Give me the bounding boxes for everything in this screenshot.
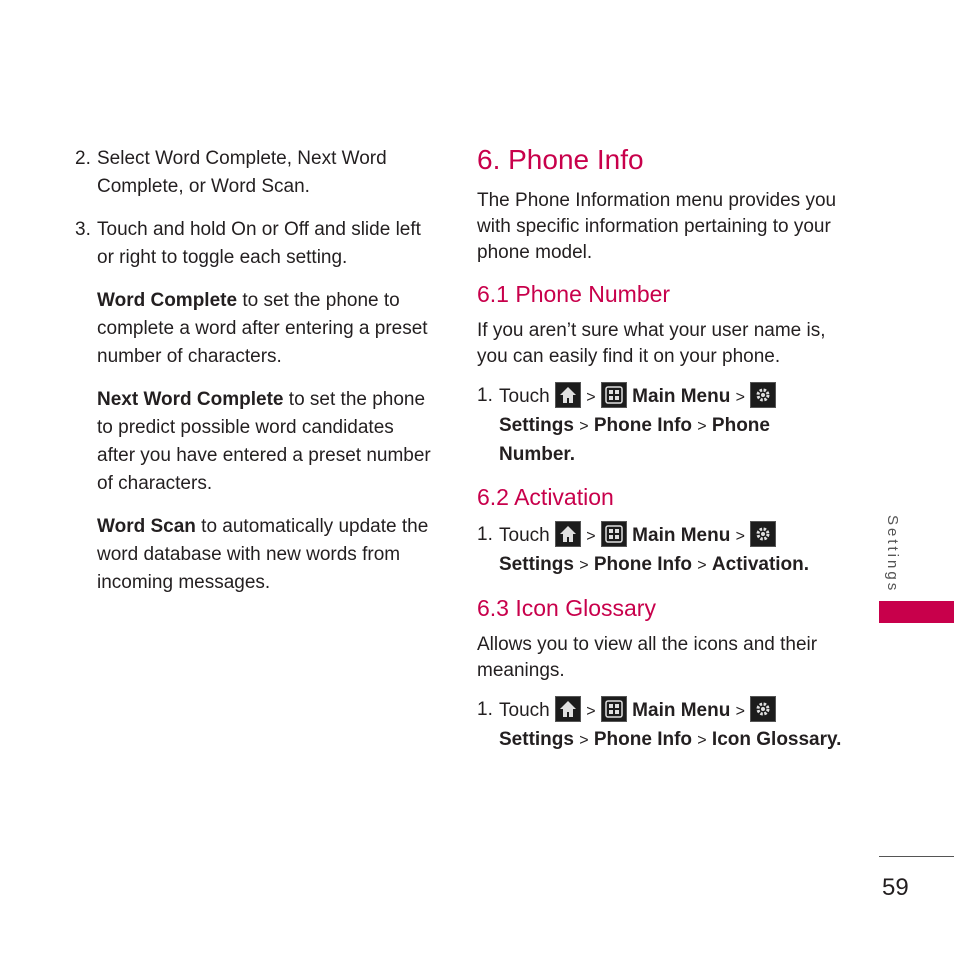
- settings-label: Settings: [499, 554, 574, 575]
- step-number: 2.: [75, 148, 91, 169]
- step-3: [75, 216, 435, 272]
- home-icon: [555, 382, 581, 408]
- phone-number-path: [477, 382, 842, 469]
- settings-label: Settings: [499, 415, 574, 436]
- separator: >: [697, 732, 707, 749]
- intro-text: The Phone Information menu provides you with specific information pertaining to your phone model.: [477, 190, 837, 263]
- description: to set the phone to predict possible word candidates after you have entered a preset number of characters.: [97, 389, 431, 494]
- phone-info-label: Phone Info: [593, 729, 693, 750]
- target-label: Activation.: [711, 554, 810, 575]
- main-menu-label: Main Menu: [632, 525, 731, 546]
- term: Next Word Complete: [97, 389, 284, 410]
- description: to set the phone to complete a word after entering a preset number of characters.: [97, 290, 428, 367]
- page-number: 59: [882, 874, 909, 901]
- settings-label: Settings: [499, 729, 574, 750]
- separator: >: [697, 418, 707, 435]
- subsection-heading-icon-glossary: 6.3 Icon Glossary: [477, 595, 656, 621]
- separator: >: [586, 528, 596, 545]
- subsection-heading-phone-number: 6.1 Phone Number: [477, 281, 671, 307]
- home-icon: [555, 696, 581, 722]
- separator: >: [697, 557, 707, 574]
- footer-divider: [879, 856, 954, 857]
- main-menu-icon: [601, 521, 627, 547]
- term: Word Complete: [97, 290, 238, 311]
- icon-glossary-path: [477, 696, 842, 755]
- phone-number-text: If you aren’t sure what your user name is, you can easily find it on your phone.: [477, 320, 826, 367]
- separator: >: [735, 703, 745, 720]
- sidebar-section-label: Settings: [884, 515, 901, 594]
- separator: >: [579, 557, 589, 574]
- separator: >: [735, 528, 745, 545]
- separator: >: [579, 732, 589, 749]
- touch-label: Touch: [499, 525, 550, 546]
- left-column: [75, 145, 435, 612]
- settings-gear-icon: [750, 521, 776, 547]
- target-label: Icon Glossary.: [711, 729, 842, 750]
- step-text: Touch and hold On or Off and slide left or right to toggle each setting.: [97, 219, 421, 268]
- right-column: [477, 140, 842, 755]
- phone-info-label: Phone Info: [593, 415, 693, 436]
- step-2: [75, 145, 435, 201]
- step-number: 1.: [477, 699, 493, 720]
- separator: >: [586, 703, 596, 720]
- touch-label: Touch: [499, 386, 550, 407]
- settings-gear-icon: [750, 696, 776, 722]
- target-label: Phone Number.: [499, 415, 770, 465]
- main-menu-icon: [601, 696, 627, 722]
- activation-path: [477, 521, 842, 580]
- next-word-complete-description: [75, 386, 435, 498]
- term: Word Scan: [97, 516, 196, 537]
- main-menu-label: Main Menu: [632, 700, 731, 721]
- step-text: Select Word Complete, Next Word Complete, or Word Scan.: [97, 148, 387, 197]
- word-scan-description: [75, 513, 435, 597]
- step-number: 1.: [477, 385, 493, 406]
- step-number: 1.: [477, 524, 493, 545]
- main-menu-icon: [601, 382, 627, 408]
- separator: >: [579, 418, 589, 435]
- touch-label: Touch: [499, 700, 550, 721]
- description: to automatically update the word database with new words from incoming messages.: [97, 516, 429, 593]
- word-complete-description: [75, 287, 435, 371]
- settings-gear-icon: [750, 382, 776, 408]
- separator: >: [735, 389, 745, 406]
- step-number: 3.: [75, 219, 91, 240]
- main-menu-label: Main Menu: [632, 386, 731, 407]
- home-icon: [555, 521, 581, 547]
- sidebar-tab-marker: [879, 601, 954, 623]
- separator: >: [586, 389, 596, 406]
- subsection-heading-activation: 6.2 Activation: [477, 484, 614, 510]
- phone-info-label: Phone Info: [593, 554, 693, 575]
- icon-glossary-text: Allows you to view all the icons and their meanings.: [477, 634, 818, 681]
- section-heading: 6. Phone Info: [477, 144, 644, 175]
